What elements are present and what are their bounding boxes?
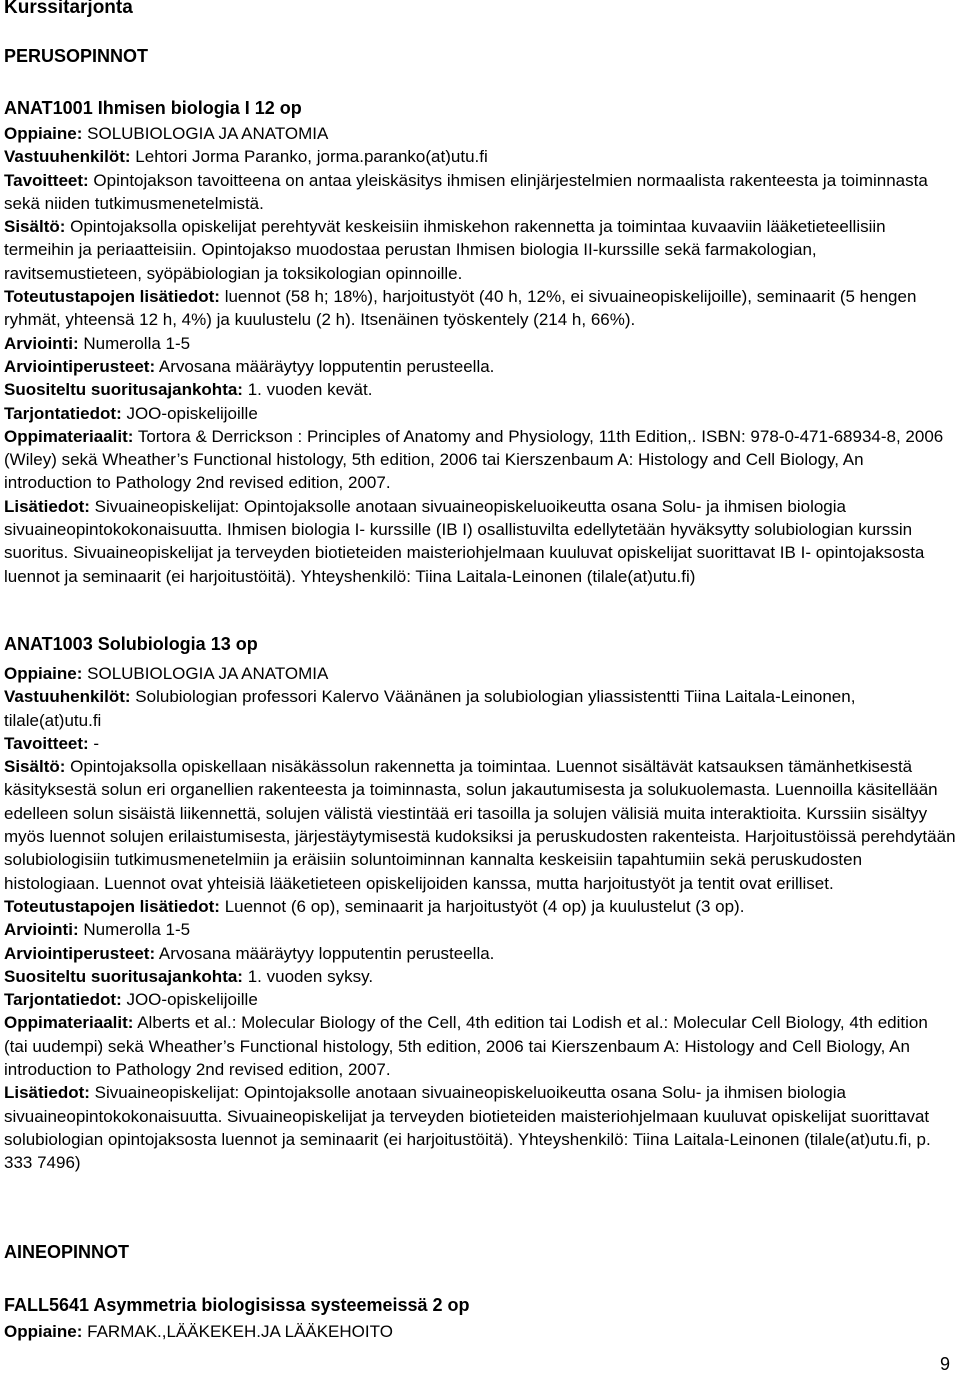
field-vastuuhenkilot (4, 685, 956, 732)
field-tarjontatiedot (4, 402, 956, 425)
field-sisalto (4, 215, 956, 285)
field-label: Toteutustapojen lisätiedot: (4, 287, 220, 307)
field-value: Lehtori Jorma Paranko, jorma.paranko(at)utu.fi (130, 147, 488, 167)
field-value: - (88, 733, 100, 753)
field-value: Numerolla 1-5 (78, 920, 191, 940)
field-value: Opintojaksolla opiskelijat perehtyvät keskeisiin ihmiskehon rakennetta ja toimintaa kuvaaviin lääketieteellisiin termeihin ja periaatteisiin. Opintojakso muodostaa perustan Ihmisen biologia II-kurssille sekä farmakologian, ravitsemustieteen, syöpäbiologian ja toksikologian opinnoille. (4, 217, 886, 283)
field-oppiaine (4, 122, 956, 145)
field-value: JOO-opiskelijoille (121, 990, 258, 1010)
course-title: ANAT1001 Ihmisen biologia I 12 op (4, 98, 302, 118)
field-label: Arviointi: (4, 333, 79, 353)
field-value: Luennot (6 op), seminaarit ja harjoitustyöt (4 op) ja kuulustelut (3 op). (219, 896, 745, 916)
field-label: Lisätiedot: (4, 1083, 90, 1103)
field-value: SOLUBIOLOGIA JA ANATOMIA (82, 124, 329, 143)
field-value: 1. vuoden kevät. (242, 380, 373, 400)
field-label: Oppimateriaalit: (4, 426, 134, 446)
field-value: SOLUBIOLOGIA JA ANATOMIA (82, 664, 329, 683)
field-value: 1. vuoden syksy. (242, 966, 374, 986)
section-heading-perusopinnot: PERUSOPINNOT (4, 46, 149, 66)
field-value: Opintojaksolla opiskellaan nisäkässolun rakennetta ja toimintaa. Luennot sisältävät katsauksen tämänhetkisestä käsityksestä solun eri organellien rakenteesta ja toiminnasta, solun jakautumisesta ja solukuolemasta. Luennoilla käsitellään edelleen solun sisäistä liikennettä, solujen välistä viestintää eri tasoilla ja solujen välisiä muita interaktioita. Kurssiin sisältyy myös luennot solujen erilaistumisesta, järjestäytymisestä kudoksiksi ja peruskudosten rakenteista. Harjoitustöissä perehdytään solubiologisiin tutkimusmenetelmiin ja eräisiin soluntoiminnan kannalta keskeisiin tapahtumiin sekä peruskudosten histologiaan. Luennot ovat yhteisiä lääketieteen opiskelijoiden kanssa, mutta harjoitustyöt ja tentit ovat erilliset. (4, 757, 956, 893)
field-label: Suositeltu suoritusajankohta: (4, 966, 243, 986)
course-anat1003 (4, 632, 956, 1175)
course-title: FALL5641 Asymmetria biologisissa systeemeissä 2 op (4, 1295, 470, 1315)
field-lisatiedot (4, 1081, 956, 1174)
course-title: ANAT1003 Solubiologia 13 op (4, 634, 258, 654)
field-label: Oppimateriaalit: (4, 1013, 134, 1033)
course-anat1001 (4, 96, 956, 588)
course-fall5641 (4, 1293, 956, 1343)
field-label: Toteutustapojen lisätiedot: (4, 896, 220, 916)
field-value: Opintojakson tavoitteena on antaa yleiskäsitys ihmisen elinjärjestelmien normaalista rakenteesta ja toiminnasta sekä niiden tutkimusmenetelmistä. (4, 170, 928, 213)
field-label: Arviointi: (4, 920, 79, 940)
field-label: Suositeltu suoritusajankohta: (4, 380, 243, 400)
field-toteutustapojen-lisatiedot (4, 285, 956, 332)
field-value: Alberts et al.: Molecular Biology of the Cell, 4th edition tai Lodish et al.: Molecular Cell Biology, 4th edition (tai uudempi) sekä Wheather’s Functional histology, 5th edition, 2006 tai Kierszenbaum A: Histology and Cell Biology, An introduction to Pathology 2nd revised edition, 2007. (4, 1013, 928, 1080)
field-value: Arvosana määräytyy lopputentin perusteella. (155, 943, 495, 963)
field-oppiaine (4, 1320, 956, 1343)
field-arviointiperusteet (4, 942, 956, 965)
field-tavoitteet (4, 732, 956, 755)
field-oppiaine (4, 662, 956, 685)
field-label: Sisältö: (4, 757, 66, 777)
field-label: Oppiaine: (4, 664, 83, 683)
field-label: Vastuuhenkilöt: (4, 687, 131, 707)
field-sisalto (4, 755, 956, 895)
field-value: Tortora & Derrickson : Principles of Anatomy and Physiology, 11th Edition,. ISBN: 978-0-471-68934-8, 2006 (Wiley) sekä Wheather’s Functional histology, 5th edition, 2006 tai Kierszenbaum A: Histology and Cell Biology, An introduction to Pathology 2nd revised edition, 2007. (4, 426, 944, 493)
field-label: Arviointiperusteet: (4, 356, 156, 376)
course-fields (4, 122, 956, 588)
field-arviointi (4, 918, 956, 941)
field-value: Numerolla 1-5 (78, 333, 191, 353)
field-lisatiedot (4, 495, 956, 588)
section-heading-aineopinnot: AINEOPINNOT (4, 1242, 130, 1262)
field-value: JOO-opiskelijoille (121, 403, 258, 423)
field-oppimateriaalit (4, 425, 956, 495)
field-tarjontatiedot (4, 988, 956, 1011)
field-value: Arvosana määräytyy lopputentin perusteella. (155, 356, 495, 376)
field-value: Sivuaineopiskelijat: Opintojaksolle anotaan sivuaineopiskeluoikeutta osana Solu- ja ihmisen biologia sivuaineopintokokonaisuutta. Ihmisen biologia I- kurssille (IB I) osallistuvilta edellytetään hyväksytty solubiologian kurssin suoritus. Sivuaineopiskelijat ja terveyden biotieteiden maisteriohjelmaan kuuluvat opiskelijat suorittavat IB I- opintojaksosta luennot ja seminaarit (ei harjoitustöitä). Yhteyshenkilö: Tiina Laitala-Leinonen (tilale(at)utu.fi) (4, 496, 925, 586)
field-tavoitteet (4, 169, 956, 216)
course-fields (4, 662, 956, 1175)
field-label: Oppiaine: (4, 1322, 83, 1341)
field-value: Solubiologian professori Kalervo Väänänen ja solubiologian yliassistentti Tiina Laitala-Leinonen, tilale(at)utu.fi (4, 687, 856, 730)
course-fields (4, 1320, 956, 1343)
field-label: Oppiaine: (4, 124, 83, 143)
field-suositeltu-suoritusajankohta (4, 965, 956, 988)
document-title: Kurssitarjonta (4, 0, 133, 18)
field-value: Sivuaineopiskelijat: Opintojaksolle anotaan sivuaineopiskeluoikeutta osana Solu- ja ihmisen biologia sivuaineopintokokonaisuutta. Sivuaineopiskelijat ja terveyden biotieteiden maisteriohjelmaan kuuluvat opiskelijat suorittavat solubiologian opintojaksosta luennot ja seminaarit (ei harjoitustöitä). Yhteyshenkilö: Tiina Laitala-Leinonen (tilale(at)utu.fi, p. 333 7496) (4, 1083, 931, 1173)
field-label: Vastuuhenkilöt: (4, 147, 131, 167)
field-label: Tarjontatiedot: (4, 990, 122, 1010)
field-oppimateriaalit (4, 1011, 956, 1081)
field-arviointiperusteet (4, 355, 956, 378)
field-label: Tarjontatiedot: (4, 403, 122, 423)
field-label: Sisältö: (4, 217, 66, 237)
field-toteutustapojen-lisatiedot (4, 895, 956, 918)
field-value: luennot (58 h; 18%), harjoitustyöt (40 h, 12%, ei sivuaineopiskelijoille), seminaarit (5 hengen ryhmät, yhteensä 12 h, 4%) ja kuulustelu (2 h). Itsenäinen työskentely (214 h, 66%). (4, 287, 917, 330)
field-value: FARMAK.,LÄÄKEKEH.JA LÄÄKEHOITO (82, 1322, 393, 1341)
field-label: Tavoitteet: (4, 170, 89, 190)
field-vastuuhenkilot (4, 145, 956, 168)
field-label: Arviointiperusteet: (4, 943, 156, 963)
field-suositeltu-suoritusajankohta (4, 378, 956, 401)
field-label: Lisätiedot: (4, 496, 90, 516)
field-arviointi (4, 332, 956, 355)
field-label: Tavoitteet: (4, 733, 89, 753)
page-number: 9 (939, 1354, 950, 1374)
